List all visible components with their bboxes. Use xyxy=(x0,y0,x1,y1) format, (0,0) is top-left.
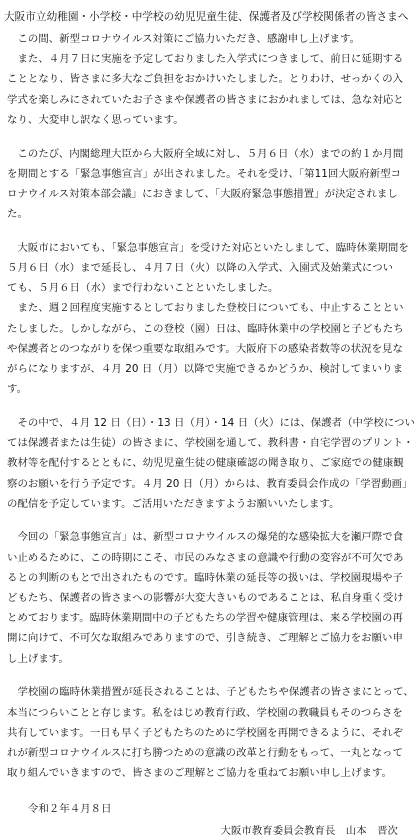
paragraph-line: がらになりますが、４月 20 日（月）以降で実施できるかどうか、検討してまいりま xyxy=(7,363,403,375)
paragraph-line: 学式を楽しみにされていたお子さまや保護者の皆さまにおかれましては、急な対応と xyxy=(7,93,404,106)
paragraph-line: ても、５月６日（水）まで行わないことといたしました。 xyxy=(7,282,279,295)
paragraph-line: 本当につらいことと存じます。私をはじめ教育行政、学校園の教職員もそのつらさを xyxy=(7,706,403,719)
paragraph-line: ロナウイルス対策本部会議」におきまして、「大阪府緊急事態措置」が決定されまし xyxy=(7,187,398,200)
paragraph-line: るとの判断のもとで出されたものです。臨時休業の延長等の扱いは、学校園現場や子 xyxy=(7,571,403,584)
paragraph-line: 教材等を配付するとともに、幼児児童生徒の健康確認の聞き取り、ご家庭での健康観 xyxy=(7,457,404,470)
paragraph-line: また、４月７日に実施を予定しておりました入学式につきまして、前日に延期する xyxy=(7,53,404,66)
paragraph-line: ては保護者または生徒）の皆さまに、学校園を通して、教科書・自宅学習のプリント・ xyxy=(7,437,414,450)
paragraph-line: 取り組んでいきますので、皆さまのご理解とご協力を重ねてお願い申し上げます。 xyxy=(7,767,392,780)
paragraph-line: た。 xyxy=(7,208,28,221)
paragraph-line: 共有しています。一日も早く子どもたちのために学校園を再開できるように、それぞ xyxy=(7,726,403,739)
paragraph-line: す。 xyxy=(7,383,28,396)
signature-line: 大阪市教育委員会教育長 山本 晋次 xyxy=(220,824,398,837)
paragraph-line: 開に向けて、不可欠な取組みでありますので、引き続き、ご理解とご協力をお願い申 xyxy=(7,632,403,645)
paragraph-line: その中で、４月 12 日（日）・13 日（月）・14 日（火）には、保護者（中学校につい xyxy=(7,416,415,429)
paragraph-line: なり、大変申し訳なく思っています。 xyxy=(7,113,184,126)
paragraph-line: 今回の「緊急事態宣言」は、新型コロナウイルスの爆発的な感染拡大を瀬戸際で食 xyxy=(7,531,404,544)
paragraph-line: このたび、内閣総理大臣から大阪府全域に対し、５月６日（水）までの約１か月間 xyxy=(7,147,404,160)
paragraph-line: この間、新型コロナウイルス対策にご協力いただき、感謝申し上げます。 xyxy=(7,33,361,45)
paragraph-line: どもたち、保護者の皆さまへの影響が大変大きいものであることは、私自身重く受け xyxy=(7,592,404,604)
paragraph-line: い止めるために、この時期にこそ、市民のみなさまの意識や行動の変容が不可欠であ xyxy=(7,551,404,564)
paragraph-line: れが新型コロナウイルスに打ち勝つための意識の改革と行動をもって、一丸となって xyxy=(7,746,403,759)
paragraph-line: たしました。しかしながら、この登校（園）日は、臨時休業中の学校園と子どもたち xyxy=(7,322,404,335)
paragraph-line: や保護者とのつながりを保つ重要な取組みです。大阪府下の感染者数等の状況を見な xyxy=(7,342,403,355)
paragraph-line: こととなり、皆さまに多大なご負担をおかけいたしました。とりわけ、せっかくの入 xyxy=(7,73,404,86)
paragraph-line: また、週２回程度実施するとしておりました登校日についても、中止することとい xyxy=(7,302,404,315)
paragraph-line: 察のお願いを行う予定です。４月 20 日（月）からは、教育委員会作成の「学習動画」 xyxy=(7,477,413,490)
paragraph-line: の配信を予定しています。ご活用いただきますようお願いいたします。 xyxy=(7,497,340,510)
paragraph-line: を期間とする「緊急事態宣言」が出されました。それを受け、「第11回大阪府新型コ xyxy=(7,167,402,180)
paragraph-line: 大阪市においても、「緊急事態宣言」を受けた対応といたしまして、臨時休業期間を xyxy=(7,241,409,254)
paragraph-line: し上げます。 xyxy=(7,652,69,665)
greeting-line: 大阪市立幼稚園・小学校・中学校の幼児児童生徒、保護者及び学校関係者の皆さまへ xyxy=(4,11,409,23)
paragraph-line: とめております。臨時休業期間中の子どもたちの学習や健康管理は、来る学校園の再 xyxy=(7,612,403,625)
paragraph-line: 学校園の臨時休業措置が延長されることは、子どもたちや保護者の皆さまにとって、 xyxy=(7,686,414,699)
paragraph-line: ５月６日（水）まで延長し、４月７日（火）以降の入学式、入園式及始業式につい xyxy=(7,262,394,274)
date-line: 令和２年４月８日 xyxy=(28,802,112,815)
